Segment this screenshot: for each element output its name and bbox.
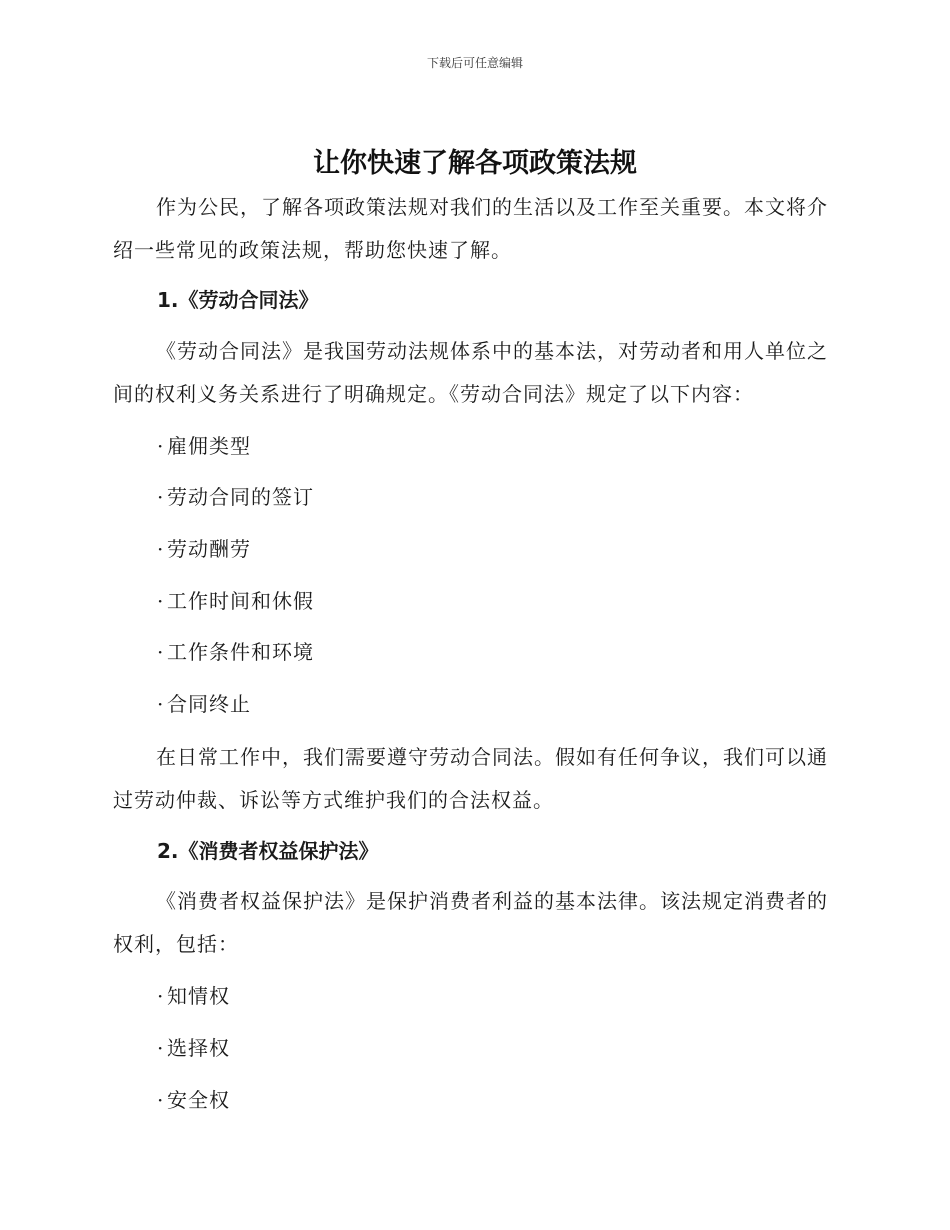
bullet-dot: · xyxy=(157,984,165,1008)
list-item-text: 选择权 xyxy=(167,1036,230,1060)
bullet-dot: · xyxy=(157,537,165,561)
bullet-dot: · xyxy=(157,434,165,458)
list-item xyxy=(157,637,314,667)
list-item xyxy=(157,981,230,1011)
list-item xyxy=(157,1085,230,1115)
list-item xyxy=(157,1033,230,1063)
section-paragraph-consumer-protection-law: 《消费者权益保护法》是保护消费者利益的基本法律。该法规定消费者的权利，包括： xyxy=(113,889,828,956)
intro-paragraph: 作为公民，了解各项政策法规对我们的生活以及工作至关重要。本文将介绍一些常见的政策法规，帮助您快速了解。 xyxy=(113,195,828,262)
section-heading-labor-contract-law: 1.《劳动合同法》 xyxy=(157,288,319,312)
section-paragraph-labor-contract-law: 《劳动合同法》是我国劳动法规体系中的基本法，对劳动者和用人单位之间的权利义务关系进行了明确规定。《劳动合同法》规定了以下内容： xyxy=(113,339,828,406)
list-item xyxy=(157,586,314,616)
bullet-dot: · xyxy=(157,589,165,613)
document-title: 让你快速了解各项政策法规 xyxy=(313,148,637,179)
list-item xyxy=(157,431,251,461)
list-item-text: 劳动酬劳 xyxy=(167,537,251,561)
list-item-text: 知情权 xyxy=(167,984,230,1008)
list-item xyxy=(157,689,251,719)
section-heading-consumer-protection-law: 2.《消费者权益保护法》 xyxy=(157,839,379,863)
list-item xyxy=(157,482,314,512)
bullet-dot: · xyxy=(157,640,165,664)
list-item xyxy=(157,534,251,564)
bullet-dot: · xyxy=(157,1088,165,1112)
list-item-text: 劳动合同的签订 xyxy=(167,485,314,509)
bullet-dot: · xyxy=(157,485,165,509)
bullet-dot: · xyxy=(157,1036,165,1060)
header-note: 下载后可任意编辑 xyxy=(426,56,523,70)
section-closing-paragraph: 在日常工作中，我们需要遵守劳动合同法。假如有任何争议，我们可以通过劳动仲裁、诉讼等方式维护我们的合法权益。 xyxy=(113,745,828,812)
list-item-text: 工作时间和休假 xyxy=(167,589,314,613)
list-item-text: 合同终止 xyxy=(167,692,251,716)
list-item-text: 安全权 xyxy=(167,1088,230,1112)
list-item-text: 工作条件和环境 xyxy=(167,640,314,664)
list-item-text: 雇佣类型 xyxy=(167,434,251,458)
bullet-dot: · xyxy=(157,692,165,716)
